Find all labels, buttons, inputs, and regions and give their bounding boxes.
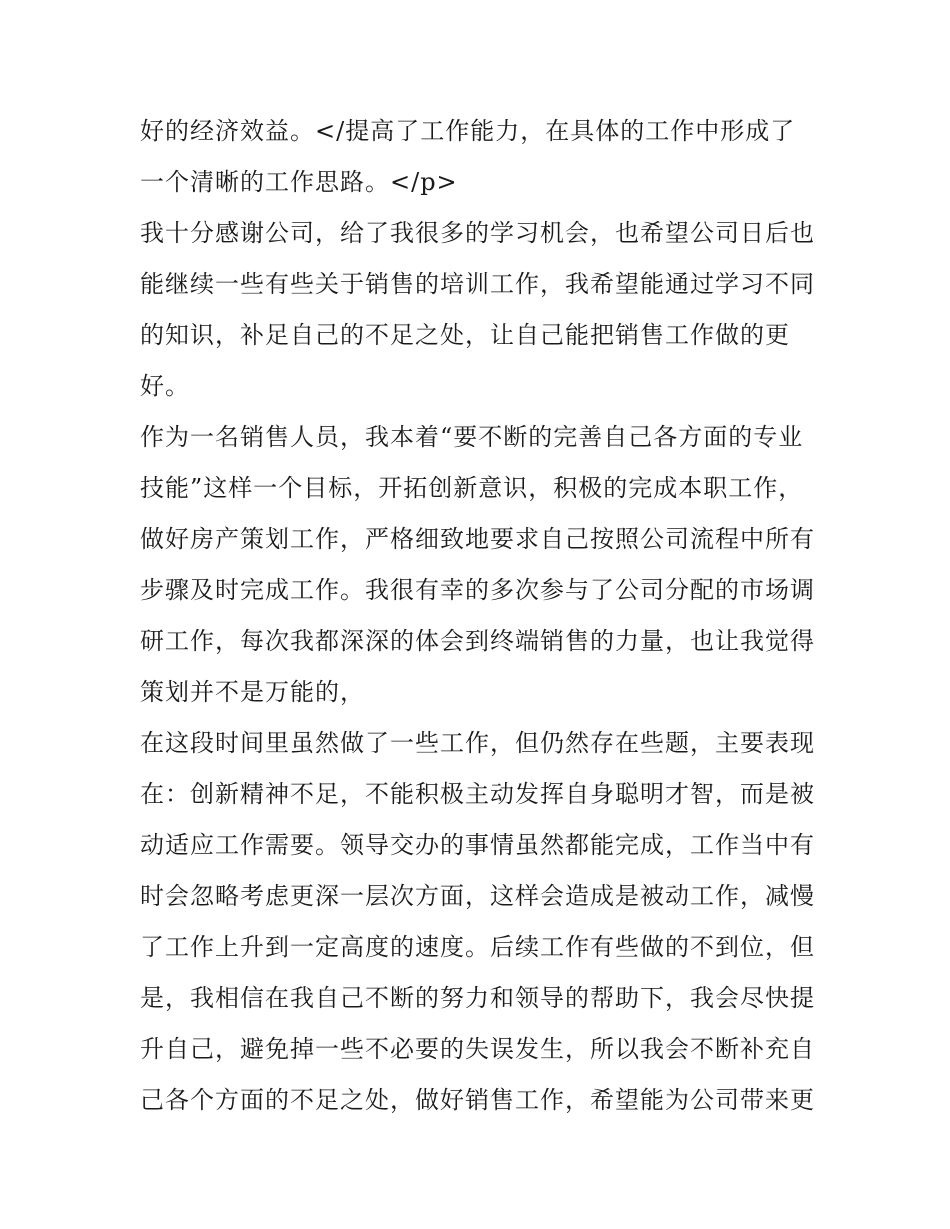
text-line: 我十分感谢公司，给了我很多的学习机会，也希望公司日后也 xyxy=(140,219,815,247)
text-line: 能继续一些有些关于销售的培训工作，我希望能通过学习不同 xyxy=(140,270,815,298)
text-line: 己各个方面的不足之处，做好销售工作，希望能为公司带来更 xyxy=(140,1086,815,1114)
text-line: 技能”这样一个目标，开拓创新意识，积极的完成本职工作， xyxy=(140,474,804,502)
text-line: 在这段时间里虽然做了一些工作，但仍然存在些题，主要表现 xyxy=(140,729,815,757)
text-line: 研工作，每次我都深深的体会到终端销售的力量，也让我觉得 xyxy=(140,627,815,655)
text-line: 时会忽略考虑更深一层次方面，这样会造成是被动工作，减慢 xyxy=(140,882,815,910)
text-line: 一个清晰的工作思路。</p> xyxy=(140,168,458,196)
text-line: 在：创新精神不足，不能积极主动发挥自身聪明才智，而是被 xyxy=(140,780,815,808)
text-line: 好的经济效益。</提高了工作能力，在具体的工作中形成了 xyxy=(140,117,796,145)
document-body xyxy=(140,106,820,1126)
text-line: 动适应工作需要。领导交办的事情虽然都能完成，工作当中有 xyxy=(140,831,815,859)
text-line: 升自己，避免掉一些不必要的失误发生，所以我会不断补充自 xyxy=(140,1035,815,1063)
text-line: 好。 xyxy=(140,372,190,400)
text-line: 作为一名销售人员，我本着“要不断的完善自己各方面的专业 xyxy=(140,423,804,451)
text-line: 做好房产策划工作，严格细致地要求自己按照公司流程中所有 xyxy=(140,525,815,553)
text-line: 的知识，补足自己的不足之处，让自己能把销售工作做的更 xyxy=(140,321,790,349)
text-line: 了工作上升到一定高度的速度。后续工作有些做的不到位，但 xyxy=(140,933,815,961)
text-line: 策划并不是万能的， xyxy=(140,678,365,706)
text-line: 步骤及时完成工作。我很有幸的多次参与了公司分配的市场调 xyxy=(140,576,815,604)
text-line: 是，我相信在我自己不断的努力和领导的帮助下，我会尽快提 xyxy=(140,984,815,1012)
